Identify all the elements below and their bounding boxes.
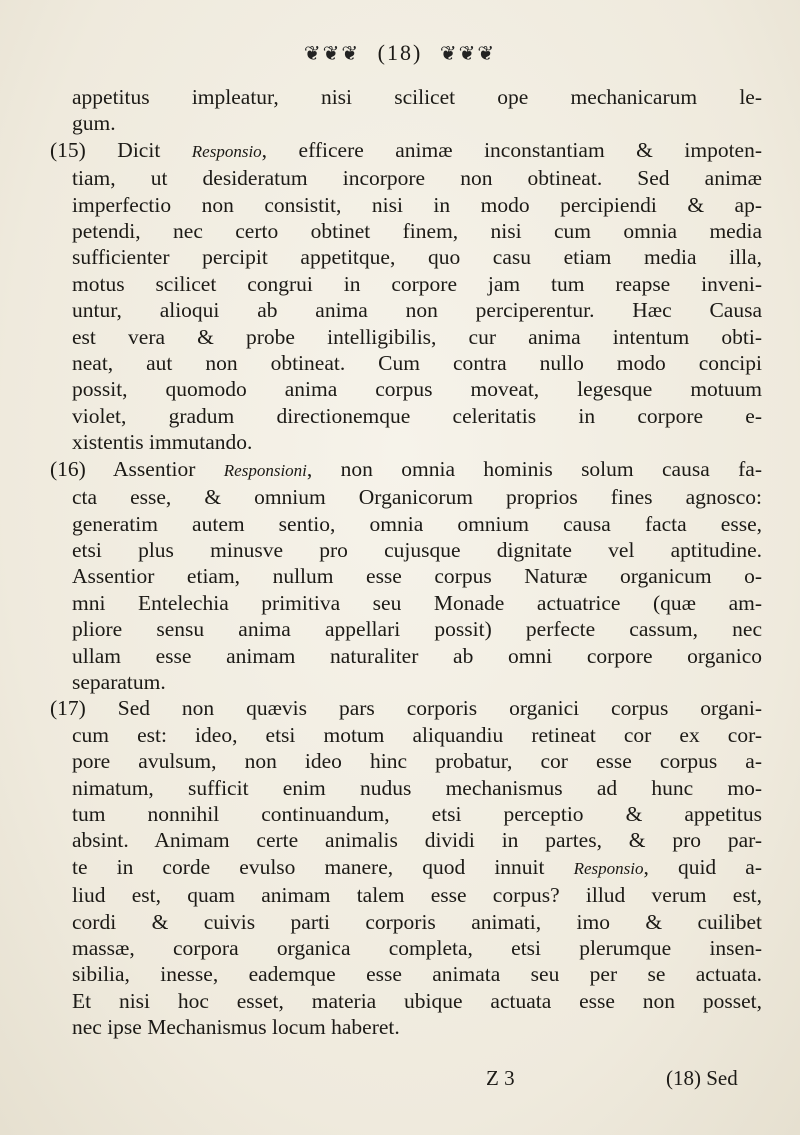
text-line: motus scilicet congrui in corpore jam tum reapse inveni-: [72, 271, 762, 296]
text-segment: , efficere animæ inconstantiam & impoten-: [261, 137, 762, 162]
text-line: absint. Animam certe animalis dividi in partes, & pro par-: [72, 828, 762, 853]
text-line: sufficienter percipit appetitque, quo casu etiam media illa,: [72, 245, 762, 270]
text-line: tum nonnihil continuandum, etsi perceptio & appetitus: [72, 801, 762, 826]
body-text: [50, 84, 762, 1041]
text-line: appetitus impleatur, nisi scilicet ope mechanicarum le-: [72, 85, 762, 109]
page-number: (18): [377, 40, 423, 65]
text-line: nimatum, sufficit enim nudus mechanismus ad hunc mo-: [72, 775, 762, 800]
text-line: pore avulsum, non ideo hinc probatur, cor esse corpus a-: [72, 749, 762, 774]
text-line: liud est, quam animam talem esse corpus? illud verum est,: [72, 883, 762, 908]
text-line: xistentis immutando.: [72, 430, 253, 455]
text-line: Et nisi hoc esset, materia ubique actuata esse non posset,: [72, 988, 762, 1013]
text-line: [50, 456, 762, 484]
text-line: massæ, corpora organica completa, etsi plerumque insen-: [72, 936, 762, 960]
catchword: (18) Sed: [666, 1066, 738, 1090]
text-line: tiam, ut desideratum incorpore non obtineat. Sed animæ: [72, 166, 762, 191]
text-line: separatum.: [72, 669, 166, 694]
italic-reference: Responsio: [191, 141, 262, 161]
running-header: [0, 40, 800, 66]
text-line: nec ipse Mechanismus locum haberet.: [72, 1015, 400, 1040]
text-line: mni Entelechia primitiva seu Monade actuatrice (quæ am-: [72, 590, 762, 615]
text-segment: , quid a-: [643, 854, 762, 879]
text-line: gum.: [72, 111, 116, 136]
text-line: cum est: ideo, etsi motum aliquandiu retineat cor ex cor-: [72, 722, 762, 747]
text-line: generatim autem sentio, omnia omnium causa facta esse,: [72, 511, 762, 536]
italic-reference: Responsio: [573, 858, 644, 878]
text-line: etsi plus minusve pro cujusque dignitate vel aptitudine.: [72, 537, 762, 562]
text-line: petendi, nec certo obtinet finem, nisi cum omnia media: [72, 219, 762, 244]
text-line: cta esse, & omnium Organicorum proprios fines agnosco:: [72, 485, 762, 510]
text-segment: te in corde evulso manere, quod innuit: [72, 854, 574, 879]
signature-mark: Z 3: [486, 1066, 515, 1090]
text-line: [50, 137, 762, 165]
text-line: neat, aut non obtineat. Cum contra nullo modo concipi: [72, 351, 762, 376]
text-line: imperfectio non consistit, nisi in modo percipiendi & ap-: [72, 192, 762, 217]
text-line: (17) Sed non quævis pars corporis organici corpus organi-: [50, 696, 762, 721]
text-line: pliore sensu anima appellari possit) perfecte cassum, nec: [72, 617, 762, 642]
ornament-right: ❦❦❦: [439, 43, 497, 65]
italic-reference: Responsioni: [223, 460, 307, 480]
page-footer: [0, 1066, 800, 1096]
text-line: Assentior etiam, nullum esse corpus Naturæ organicum o-: [72, 564, 762, 589]
text-segment: (15) Dicit: [50, 137, 192, 162]
text-line: cordi & cuivis parti corporis animati, imo & cuilibet: [72, 909, 762, 934]
text-segment: , non omnia hominis solum causa fa-: [306, 456, 762, 481]
ornament-left: ❦❦❦: [303, 43, 361, 65]
text-line: possit, quomodo anima corpus moveat, legesque motuum: [72, 377, 762, 402]
text-line: untur, alioqui ab anima non perciperentur. Hæc Causa: [72, 298, 762, 323]
text-segment: (16) Assentior: [50, 456, 224, 481]
text-line: violet, gradum directionemque celeritatis in corpore e-: [72, 403, 762, 428]
text-line: est vera & probe intelligibilis, cur anima intentum obti-: [72, 324, 762, 349]
text-line: [50, 854, 762, 882]
text-line: sibilia, inesse, eademque esse animata seu per se actuata.: [72, 962, 762, 987]
text-line: ullam esse animam naturaliter ab omni corpore organico: [72, 643, 762, 668]
